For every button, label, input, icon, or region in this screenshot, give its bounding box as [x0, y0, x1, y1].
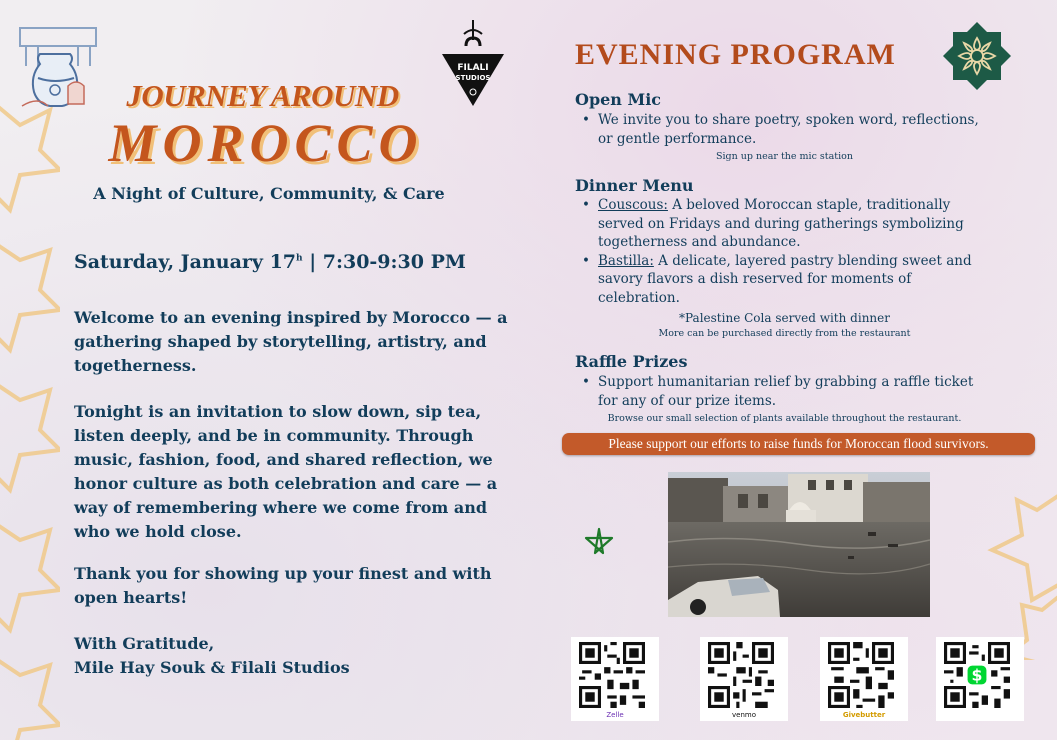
venmo-qr-code[interactable]: [700, 637, 788, 721]
dinner-item-bastilla: [582, 252, 987, 308]
closing-signature: [74, 632, 514, 680]
thank-you-paragraph: Thank you for showing up your finest and with open hearts!: [74, 564, 492, 607]
givebutter-label: Givebutter: [842, 711, 886, 719]
zelle-label: Zelle: [606, 711, 624, 719]
event-date: Saturday, January 17: [74, 251, 297, 273]
couscous-description: A beloved Moroccan staple, traditionally served on Fridays and during gatherings symbolizing togetherness and abundance.: [598, 197, 964, 250]
dinner-note-purchase: More can be purchased directly from the restaurant: [658, 327, 911, 339]
open-mic-item: • We invite you to share poetry, spoken word, reflections, or gentle performance.: [582, 111, 987, 148]
open-mic-section: [582, 111, 987, 167]
raffle-prizes-heading: Raffle Prizes: [575, 352, 688, 371]
qr-code-icon: [828, 642, 894, 708]
open-mic-note: Sign up near the mic station: [716, 151, 853, 162]
moroccan-lattice-decoration: [0, 100, 60, 740]
bastilla-description: A delicate, layered pastry blending sweet and savory flavors a dish reserved for moments of celebration.: [598, 252, 972, 306]
invitation-paragraph: Tonight is an invitation to slow down, sip tea, listen deeply, and be in community. Through music, fashion, food, and shared reflection, we honor culture as both celebration and care — a way of remembering where we come from and who we hold close.: [74, 402, 498, 541]
dinner-menu-section: [582, 196, 987, 343]
event-subtitle: A Night of Culture, Community, & Care: [93, 184, 445, 203]
dinner-item-couscous: [582, 196, 987, 252]
date-suffix: h: [296, 253, 303, 264]
flood-photo: [668, 472, 930, 617]
logo-text-line1: FILALI: [457, 63, 489, 73]
title-journey-around: JOURNEY AROUND: [126, 78, 399, 113]
raffle-item: • Support humanitarian relief by grabbing a raffle ticket for any of our prize items.: [582, 373, 987, 410]
svg-text:$: $: [971, 665, 983, 685]
bastilla-label: Bastilla:: [598, 252, 654, 269]
moroccan-star-badge-icon: [943, 22, 1011, 90]
qr-code-icon: [944, 642, 1010, 708]
couscous-label: Couscous:: [598, 197, 668, 213]
event-time: 7:30-9:30 PM: [322, 251, 466, 273]
evening-program-title: EVENING PROGRAM: [575, 38, 896, 71]
welcome-paragraph: Welcome to an evening inspired by Morocco — a gathering shaped by storytelling, artistry, and togetherness.: [74, 308, 508, 375]
open-mic-heading: Open Mic: [575, 90, 662, 109]
event-date-time: [74, 251, 466, 273]
filali-studios-logo: [440, 20, 506, 108]
raffle-section: [582, 373, 987, 429]
vase-illustration: [18, 26, 100, 110]
qr-code-icon: [579, 642, 645, 708]
logo-text-line2: STUDIOS: [455, 74, 491, 82]
givebutter-qr-code[interactable]: [820, 637, 908, 721]
venmo-label: venmo: [732, 711, 756, 719]
title-morocco: MOROCCO: [108, 113, 424, 173]
dinner-note-cola: *Palestine Cola served with dinner: [679, 311, 890, 325]
qr-code-icon: [708, 642, 774, 708]
date-separator: |: [309, 251, 317, 273]
closing-line-2: Mile Hay Souk & Filali Studios: [74, 658, 350, 677]
fundraising-banner: Please support our efforts to raise funds for Moroccan flood survivors.: [562, 433, 1035, 455]
moroccan-lattice-decoration-right: [987, 480, 1057, 660]
cashapp-qr-code[interactable]: [936, 637, 1024, 721]
raffle-note: Browse our small selection of plants available throughout the restaurant.: [607, 413, 962, 424]
closing-line-1: With Gratitude,: [74, 634, 215, 653]
dinner-menu-heading: Dinner Menu: [575, 176, 694, 195]
zelle-qr-code[interactable]: [571, 637, 659, 721]
moroccan-star-icon: [584, 527, 614, 557]
